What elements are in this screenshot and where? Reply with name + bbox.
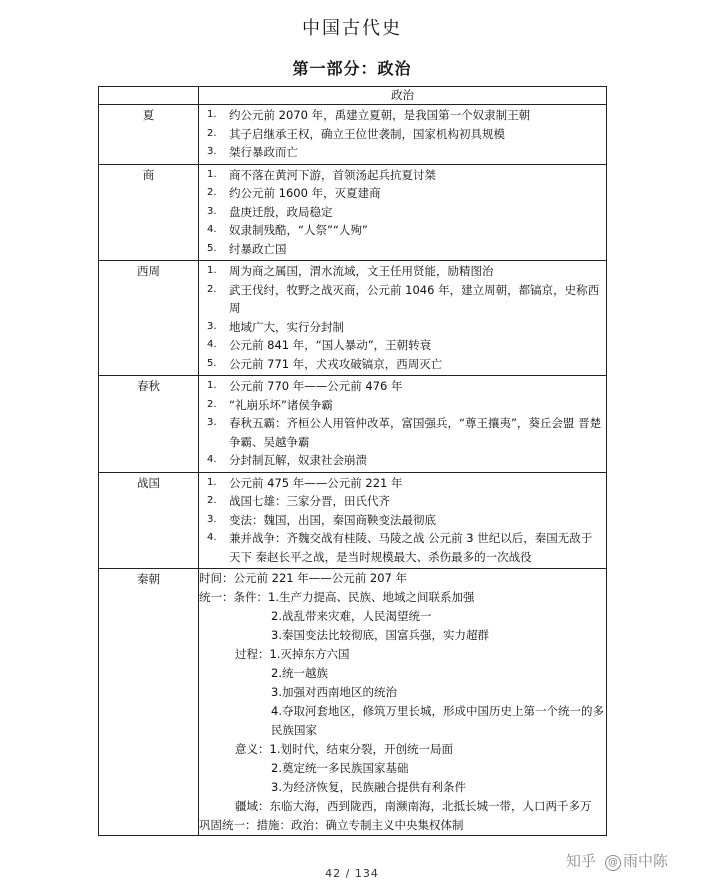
event-item: 约公元前 2070 年，禹建立夏朝，是我国第一个奴隶制王朝 [229,108,531,122]
event-item: 周为商之属国，渭水流域，文王任用贤能，励精图治 [229,264,494,278]
qin-condition-line [199,626,606,645]
qin-territory-line [199,797,606,816]
qin-process: 3.加强对西南地区的统治 [271,685,397,699]
page-separator: / [345,867,351,880]
qin-consolidate: 巩固统一：措施：政治：确立专制主义中央集权体制 [199,818,464,832]
era-cell: 夏 [99,105,199,165]
table-row [99,261,607,376]
qin-significance: 3.为经济恢复，民族融合提供有利条件 [271,780,466,794]
zhihu-watermark [566,850,668,871]
table-header-row [99,87,607,105]
part-title: 第一部分：政治 [292,59,412,78]
event-list [199,165,606,261]
era-cell: 秦朝 [99,569,199,836]
page-current: 42 [325,867,342,880]
qin-process: 4.夺取河套地区，修筑万里长城，形成中国历史上第一个统一的多民族国家 [271,704,604,737]
era-events-cell [199,376,607,473]
era-events-cell [199,261,607,376]
event-item: 公元前 841 年，“国人暴动”，王朝转衰 [229,338,432,352]
qin-process-label: 过程： [235,647,270,661]
event-item: 春秋五霸：齐桓公人用管仲改革，富国强兵，“尊王攘夷”，葵丘会盟 晋楚争霸、吴越争霸 [229,416,602,449]
history-table [98,86,607,836]
event-list [199,105,606,164]
event-list [199,473,606,569]
qin-significance: 2.奠定统一多民族国家基础 [271,761,409,775]
qin-significance-label: 意义： [235,742,270,756]
event-item: 公元前 475 年——公元前 221 年 [229,475,403,490]
event-item: 盘庚迁殷，政局稳定 [229,204,333,219]
header-blank-cell [99,87,199,105]
event-item: 地域广大，实行分封制 [229,319,344,334]
era-cell: 西周 [99,261,199,376]
event-list [199,376,606,472]
qin-territory: 东临大海，西到陇西，南濒南海，北抵长城一带，人口两千多万 [269,799,592,813]
page-total: 134 [354,867,379,880]
watermark-brand: 知乎 [566,852,597,870]
qin-process-line [199,645,606,664]
event-item: 公元前 770 年——公元前 476 年 [229,379,403,393]
event-item: 约公元前 1600 年，灭夏建商 [229,186,381,200]
event-item: 战国七雄：三家分晋，田氏代齐 [229,494,390,508]
event-item: “礼崩乐坏”诸侯争霸 [229,397,333,412]
event-item: 武王伐纣，牧野之战灭商，公元前 1046 年，建立周朝，都镐京，史称西周 [229,282,600,315]
table-row [99,164,607,261]
event-item: 分封制瓦解，奴隶社会崩溃 [229,453,367,467]
qin-territory-label: 疆域： [235,799,270,813]
event-item: 纣暴政亡国 [229,241,287,256]
event-item: 其子启继承王权，确立王位世袭制，国家机构初具规模 [229,126,505,141]
qin-significance-line [199,740,606,759]
era-events-cell [199,105,607,165]
event-list [199,261,606,375]
qin-condition: 3.秦国变法比较彻底，国富兵强，实力超群 [271,628,489,642]
event-item: 奴隶制残酷，“人祭”“人殉” [229,223,368,237]
qin-unify-label: 统一：条件： [199,590,268,604]
event-item: 公元前 771 年，犬戎攻破镐京，西周灭亡 [229,356,443,371]
qin-process: 1.灭掉东方六国 [269,647,350,661]
table-row [99,472,607,569]
era-events-cell [199,164,607,261]
qin-process-line [199,702,606,740]
table-body [99,105,607,836]
event-item: 兼并战争：齐魏交战有桂陵、马陵之战 公元前 3 世纪以后，秦国无敌于天下 秦赵长平之战，是当时规模最大、杀伤最多的一次战役 [229,531,593,564]
watermark-author: 雨中陈 [623,852,669,870]
era-cell: 春秋 [99,376,199,473]
header-politics: 政治 [199,87,607,105]
event-item: 桀行暴政而亡 [229,145,298,159]
era-events-cell [199,472,607,569]
table-row-qin [99,569,607,836]
qin-process-line [199,683,606,702]
qin-significance-line [199,759,606,778]
qin-condition: 2.战乱带来灾难，人民渴望统一 [271,609,432,623]
qin-content [199,569,607,836]
at-icon: @ [605,855,621,871]
event-item: 变法：魏国，出国，秦国商鞅变法最彻底 [229,512,436,527]
event-item: 商不落在黄河下游，首领汤起兵抗夏讨桀 [229,167,436,182]
qin-condition-line [199,588,606,607]
qin-process-line [199,664,606,683]
qin-condition: 1.生产力提高、民族、地域之间联系加强 [268,590,475,604]
table-row [99,105,607,165]
qin-condition-line [199,607,606,626]
document-title: 中国古代史 [302,18,402,39]
qin-process: 2.统一越族 [271,666,328,680]
qin-time: 时间：公元前 221 年——公元前 207 年 [199,571,408,585]
qin-significance: 1.划时代，结束分裂，开创统一局面 [269,742,453,756]
era-cell: 商 [99,164,199,261]
table-row [99,376,607,473]
qin-significance-line [199,778,606,797]
era-cell: 战国 [99,472,199,569]
